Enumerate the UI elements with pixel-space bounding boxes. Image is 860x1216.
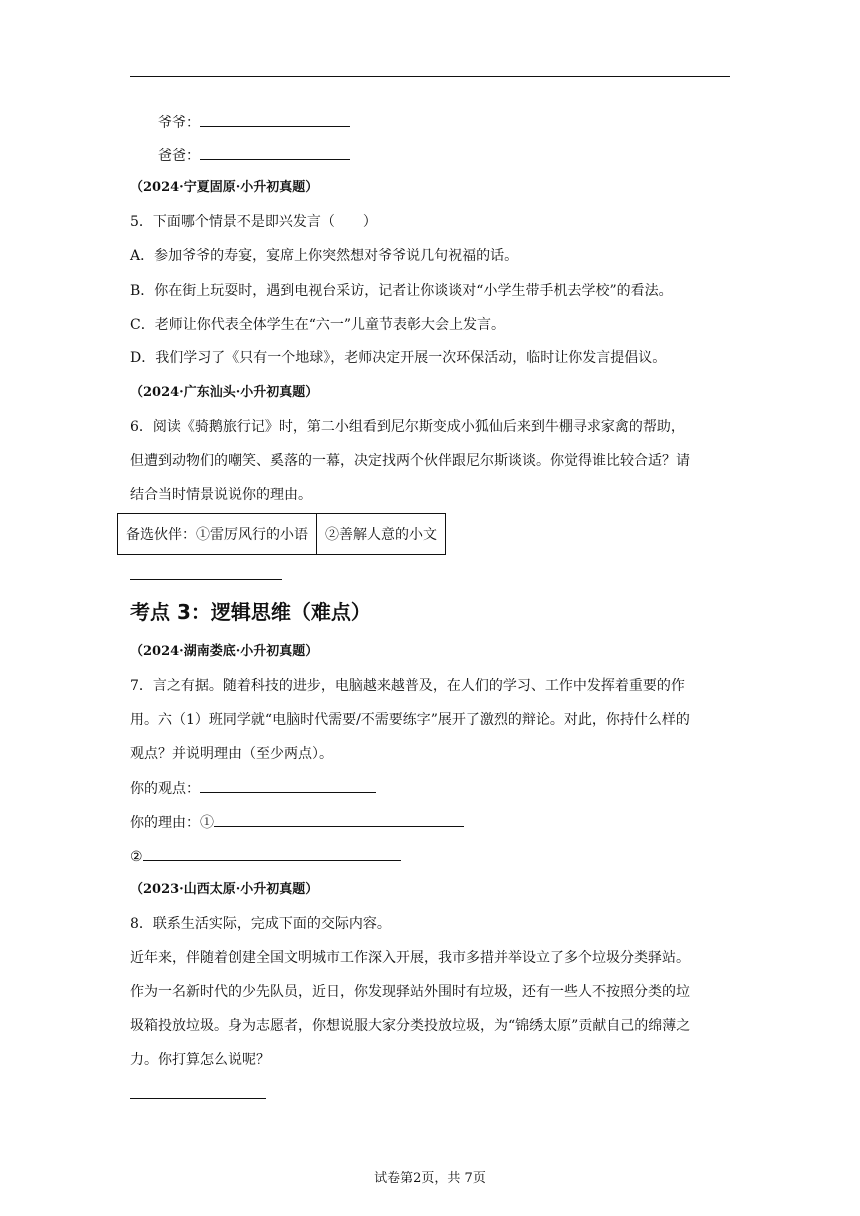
q6-line-3: 结合当时情景说说你的理由。 [130, 487, 312, 503]
q5-option-a: A．参加爷爷的寿宴，宴席上你突然想对爷爷说几句祝福的话。 [130, 248, 519, 264]
q7-view-row [130, 778, 376, 799]
q7-view-label: 你的观点： [130, 781, 200, 797]
q7-reason2-row [130, 846, 401, 867]
q7-line-1: 7．言之有据。随着科技的进步，电脑越来越普及，在人们的学习、工作中发挥着重要的作 [130, 678, 685, 694]
q5-option-c: C．老师让你代表全体学生在“六一”儿童节表彰大会上发言。 [130, 317, 506, 333]
q5-option-d: D．我们学习了《只有一个地球》，老师决定开展一次环保活动，临时让你发言提倡议。 [130, 350, 667, 366]
q6-line-1: 6．阅读《骑鹅旅行记》时，第二小组看到尼尔斯变成小狐仙后来到牛棚寻求家禽的帮助， [130, 419, 685, 435]
header-rule [130, 76, 730, 77]
page-footer: 试卷第2页，共 7页 [374, 1171, 486, 1186]
q6-partner-cell-2: ②善解人意的小文 [317, 514, 446, 555]
dad-answer-blank[interactable] [200, 145, 350, 160]
grandpa-answer-row [158, 112, 350, 133]
q7-source: （2024·湖南娄底·小升初真题） [130, 644, 319, 659]
q6-partner-cell-1: 备选伙伴：①雷厉风行的小语 [118, 514, 317, 555]
q7-line-3: 观点？并说明理由（至少两点）。 [130, 746, 333, 762]
q6-source: （2024·广东汕头·小升初真题） [130, 385, 319, 400]
q8-stem: 8．联系生活实际，完成下面的交际内容。 [130, 916, 391, 932]
q7-reason-blank-2[interactable] [143, 846, 401, 861]
section-title: 考点 3：逻辑思维（难点） [130, 600, 371, 624]
q7-reason-blank-1[interactable] [214, 812, 464, 827]
q6-line-2: 但遭到动物们的嘲笑、奚落的一幕，决定找两个伙伴跟尼尔斯谈谈。你觉得谁比较合适？请 [130, 453, 690, 469]
q6-partner-table [117, 513, 446, 555]
q8-line-3: 圾箱投放垃圾。身为志愿者，你想说服大家分类投放垃圾，为“锦绣太原”贡献自己的绵薄之 [130, 1018, 691, 1034]
q6-answer-line[interactable] [130, 579, 282, 580]
q5-source: （2024·宁夏固原·小升初真题） [130, 180, 319, 195]
q8-answer-line[interactable] [130, 1098, 266, 1099]
dad-answer-row [158, 145, 350, 166]
q8-line-2: 作为一名新时代的少先队员，近日，你发现驿站外围时有垃圾，还有一些人不按照分类的垃 [130, 984, 690, 1000]
q7-reason-row [130, 812, 464, 833]
q7-view-blank[interactable] [200, 778, 376, 793]
grandpa-answer-blank[interactable] [200, 112, 350, 127]
q5-option-b: B．你在街上玩耍时，遇到电视台采访，记者让你谈谈对“小学生带手机去学校”的看法。 [130, 283, 673, 299]
q7-line-2: 用。六（1）班同学就“电脑时代需要/不需要练字”展开了激烈的辩论。对此，你持什么样的 [130, 712, 690, 728]
grandpa-label: 爷爷： [158, 115, 200, 131]
q8-source: （2023·山西太原·小升初真题） [130, 882, 319, 897]
q8-line-4: 力。你打算怎么说呢？ [130, 1052, 270, 1068]
dad-label: 爸爸： [158, 148, 200, 164]
q7-reason2-label: ② [130, 849, 143, 865]
q8-line-1: 近年来，伴随着创建全国文明城市工作深入开展，我市多措并举设立了多个垃圾分类驿站。 [130, 950, 690, 966]
q5-stem: 5．下面哪个情景不是即兴发言（ ） [130, 214, 377, 230]
q7-reason-label: 你的理由：① [130, 815, 214, 831]
